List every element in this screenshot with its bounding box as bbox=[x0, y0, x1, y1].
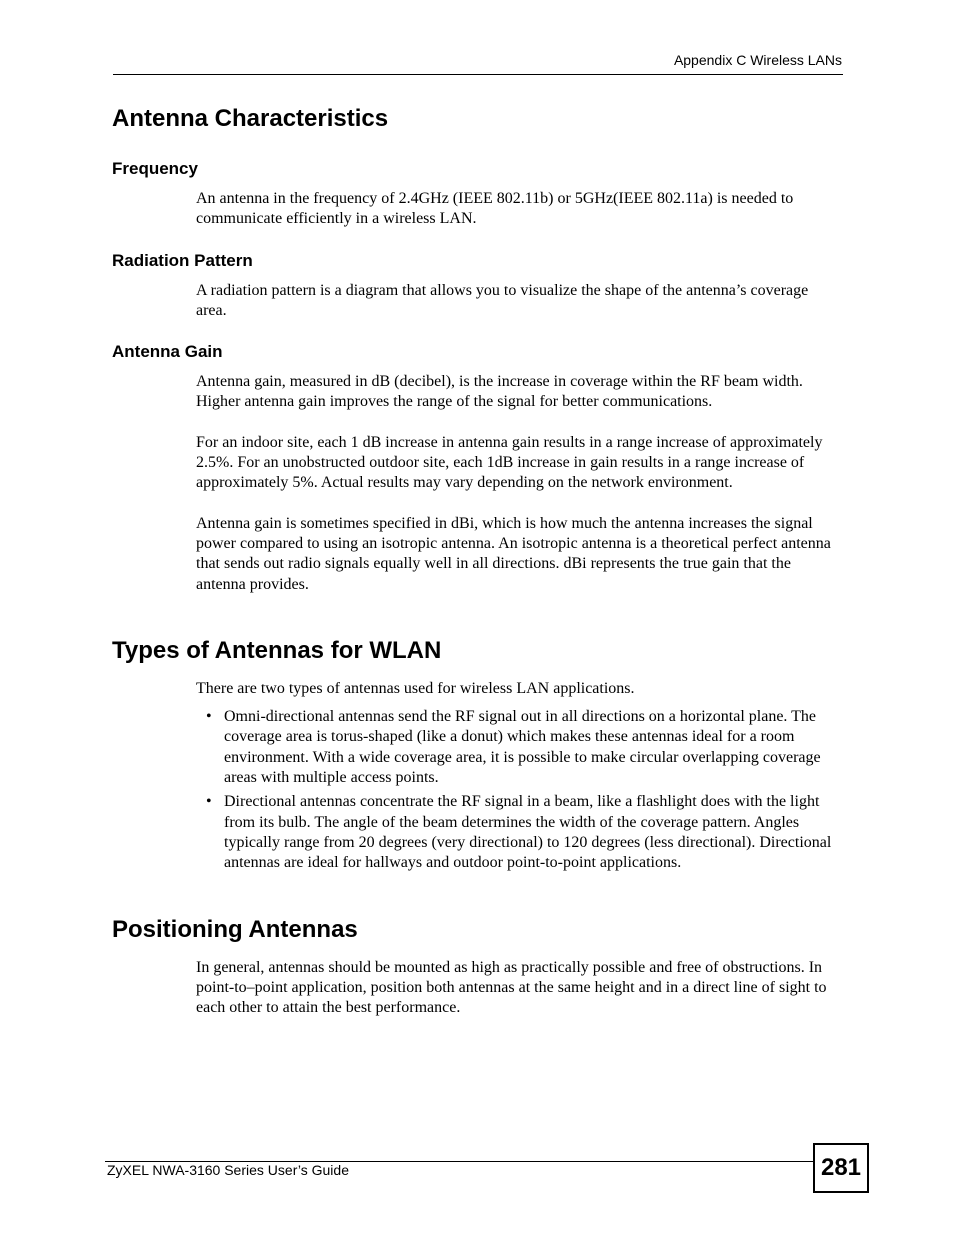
antenna-types-list bbox=[112, 707, 842, 873]
page-content bbox=[112, 103, 842, 1018]
header-rule bbox=[113, 74, 843, 75]
list-item-text: Omni-directional antennas send the RF signal out in all directions on a horizontal plane. The coverage area is torus-shaped (like a donut) which makes these antennas ideal for a room environment. With a wide coverage area, it is possible to make circular overlapping coverage areas with multiple access points. bbox=[224, 708, 821, 787]
bullet-icon: • bbox=[206, 708, 212, 726]
section-title-positioning-antennas: Positioning Antennas bbox=[112, 915, 358, 943]
frequency-text: An antenna in the frequency of 2.4GHz (IEEE 802.11b) or 5GHz(IEEE 802.11a) is needed to communicate efficiently in a wireless LAN. bbox=[196, 190, 794, 228]
footer-guide-title: ZyXEL NWA-3160 Series User’s Guide bbox=[107, 1162, 349, 1178]
section-title-antenna-characteristics: Antenna Characteristics bbox=[112, 105, 389, 132]
bullet-icon: • bbox=[206, 793, 212, 811]
subsection-title-antenna-gain: Antenna Gain bbox=[112, 342, 223, 362]
antenna-gain-paragraph-2: For an indoor site, each 1 dB increase in antenna gain results in a range increase of approximately 2.5%. For an unobstructed outdoor site, each 1dB increase in gain results in a range increase of approximately 5%. Actual results may vary depending on the network environment. bbox=[196, 433, 823, 492]
subsection-title-radiation-pattern: Radiation Pattern bbox=[112, 250, 253, 270]
page-number: 281 bbox=[813, 1143, 869, 1193]
antenna-gain-paragraph-1: Antenna gain, measured in dB (decibel), is the increase in coverage within the RF beam width. Higher antenna gain improves the range of the signal for better communications. bbox=[196, 373, 803, 411]
antenna-gain-paragraph-3: Antenna gain is sometimes specified in dBi, which is how much the antenna increases the signal power compared to using an isotropic antenna. An isotropic antenna is a theoretical perfect antenna that sends out radio signals equally well in all directions. dBi represents the true gain that the antenna provides. bbox=[196, 514, 831, 593]
running-header: Appendix C Wireless LANs bbox=[673, 52, 842, 68]
subsection-title-frequency: Frequency bbox=[112, 159, 198, 178]
positioning-text: In general, antennas should be mounted as high as practically possible and free of obstructions. In point-to–point application, position both antennas at the same height and in a direct line of sight to each other to attain the best performance. bbox=[196, 958, 827, 1017]
list-item-text: Directional antennas concentrate the RF signal in a beam, like a flashlight does with the light from its bulb. The angle of the beam determines the width of the coverage pattern. Angles typically range from 20 degrees (very directional) to 120 degrees (less directional). Directional antennas are ideal for hallways and outdoor point-to-point applications. bbox=[224, 793, 832, 872]
list-item-directional bbox=[196, 792, 842, 873]
list-item-omni-directional bbox=[196, 707, 842, 788]
section-title-types-of-antennas: Types of Antennas for WLAN bbox=[112, 636, 442, 664]
radiation-pattern-text: A radiation pattern is a diagram that allows you to visualize the shape of the antenna’s coverage area. bbox=[196, 281, 809, 319]
types-intro-text: There are two types of antennas used for wireless LAN applications. bbox=[196, 679, 635, 697]
